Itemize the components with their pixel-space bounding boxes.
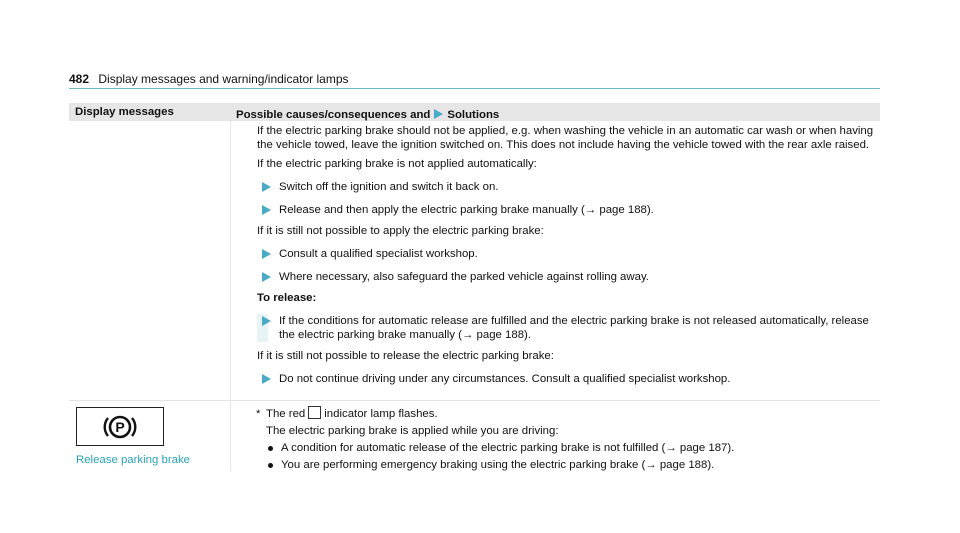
- table-header: [69, 103, 880, 121]
- parking-brake-icon: [103, 411, 137, 443]
- release-heading: To release:: [257, 292, 317, 304]
- message-cell: [69, 401, 231, 471]
- action-step: If the conditions for automatic release are fulfilled and the electric parking brake is not released automatically, release the electric parking brake manually (→ page 188).: [257, 314, 880, 342]
- action-step: Release and then apply the electric parking brake manually (→ page 188).: [257, 203, 880, 217]
- solutions-cell: [231, 401, 880, 471]
- parking-brake-icon: [308, 406, 321, 419]
- page-header: [69, 72, 880, 89]
- paragraph: If it is still not possible to apply the electric parking brake:: [257, 225, 544, 237]
- column-header-solutions: Possible causes/consequences and Solutions: [236, 109, 500, 121]
- action-step: Switch off the ignition and switch it back on.: [257, 180, 880, 194]
- triangle-right-icon: [262, 205, 271, 215]
- action-step: Consult a qualified specialist workshop.: [257, 247, 880, 261]
- messages-table: [69, 103, 880, 471]
- table-row: [69, 121, 880, 401]
- action-step: Do not continue driving under any circumstances. Consult a qualified specialist workshop.: [257, 372, 880, 386]
- parking-brake-lamp: [76, 407, 164, 446]
- section-title: Display messages and warning/indicator lamps: [98, 72, 349, 86]
- paragraph: The electric parking brake is applied while you are driving:: [266, 425, 559, 437]
- triangle-right-icon: [262, 272, 271, 282]
- solutions-cell: [231, 121, 880, 400]
- page-number: 482: [69, 72, 90, 86]
- lamp-caption: Release parking brake: [76, 454, 190, 466]
- paragraph: If the electric parking brake is not applied automatically:: [257, 158, 537, 170]
- message-cell: [69, 121, 231, 400]
- list-item: A condition for automatic release of the electric parking brake is not fulfilled (→ page 187).: [256, 441, 880, 455]
- bullet-icon: [268, 446, 273, 451]
- paragraph: If it is still not possible to release the electric parking brake:: [257, 350, 554, 362]
- bullet-icon: [268, 463, 273, 468]
- svg-text:P: P: [115, 418, 125, 435]
- triangle-right-icon: [262, 374, 271, 384]
- paragraph: If the electric parking brake should not be applied, e.g. when washing the vehicle in an automatic car wash or when having the vehicle towed, leave the ignition switched on. This does not include having the vehicle towed with the rear axle raised.: [257, 125, 874, 151]
- list-item: You are performing emergency braking using the electric parking brake (→ page 188).: [256, 458, 880, 472]
- triangle-right-icon: [434, 109, 443, 119]
- table-row: [69, 401, 880, 471]
- paragraph: * The red indicator lamp flashes.: [256, 408, 438, 420]
- column-header-display-messages: Display messages: [75, 106, 174, 118]
- triangle-right-icon: [262, 316, 271, 326]
- action-step: Where necessary, also safeguard the parked vehicle against rolling away.: [257, 270, 880, 284]
- triangle-right-icon: [262, 249, 271, 259]
- triangle-right-icon: [262, 182, 271, 192]
